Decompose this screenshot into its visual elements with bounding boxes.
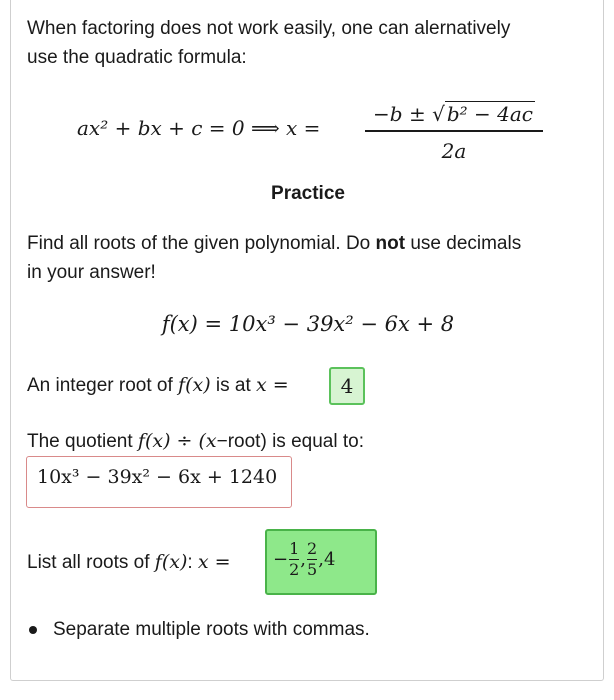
formula-numerator xyxy=(365,100,543,128)
quotient-root-text: −root) xyxy=(216,431,267,452)
numerator-prefix: −b ± √ xyxy=(373,102,445,126)
all-roots-answer-box[interactable] xyxy=(265,529,377,595)
quotient-label xyxy=(27,427,587,456)
intro-text xyxy=(27,14,587,72)
root-fraction-2-den: 5 xyxy=(307,560,318,580)
quotient-text-2: is equal to: xyxy=(266,431,364,452)
instruction-part-1: Find all roots of the given polynomial. Do xyxy=(27,233,376,254)
integer-root-label xyxy=(27,371,587,400)
all-roots-var: x xyxy=(197,551,209,573)
formula-fraction xyxy=(365,100,543,164)
root-fraction-2 xyxy=(307,540,317,579)
all-roots-equals: = xyxy=(214,551,231,573)
quadratic-formula xyxy=(77,100,557,163)
practice-heading: Practice xyxy=(271,183,345,204)
instruction-line-1 xyxy=(27,229,587,258)
formula-denominator: 2a xyxy=(441,138,467,163)
quotient-math: f(x) ÷ (x xyxy=(137,430,217,452)
all-roots-text: List all roots of xyxy=(27,552,155,573)
instruction-part-2: use decimals xyxy=(405,233,522,254)
instruction-bold-not: not xyxy=(375,233,406,254)
integer-root-equals: = xyxy=(272,374,289,396)
root-fraction-1-den: 2 xyxy=(289,560,300,580)
note-text: Separate multiple roots with commas. xyxy=(53,619,370,640)
integer-root-var: x xyxy=(256,374,267,396)
formula-lhs: ax² + bx + c = 0 ⟹ x = xyxy=(77,116,321,140)
root-fraction-1 xyxy=(289,540,299,579)
all-roots-colon: : xyxy=(187,552,198,573)
separate-roots-note xyxy=(53,619,370,641)
intro-line-2: use the quadratic formula: xyxy=(27,47,247,68)
quotient-text: The quotient xyxy=(27,431,138,452)
instruction-text xyxy=(27,229,587,287)
root-integer: 4 xyxy=(323,549,336,571)
numerator-radicand: b² − 4ac xyxy=(446,102,533,126)
all-roots-fx: f(x) xyxy=(154,551,188,573)
integer-root-text-2: is at xyxy=(210,375,257,396)
intro-line-1: When factoring does not work easily, one can alernatively xyxy=(27,18,511,39)
integer-root-fx: f(x) xyxy=(178,374,211,396)
roots-answer-content xyxy=(273,540,335,579)
root-fraction-2-num: 2 xyxy=(307,539,318,558)
integer-root-answer-box[interactable]: 4 xyxy=(329,367,365,405)
question-card xyxy=(10,0,604,681)
integer-root-text: An integer root of xyxy=(27,375,179,396)
roots-comma-1: , xyxy=(300,549,307,571)
instruction-line-2: in your answer! xyxy=(27,262,156,283)
polynomial-expression: f(x) = 10x³ − 39x² − 6x + 8 xyxy=(161,312,455,336)
quotient-answer-box[interactable]: 10x³ − 39x² − 6x + 1240 xyxy=(26,456,292,508)
fraction-bar xyxy=(365,130,543,132)
roots-comma-2: , xyxy=(318,549,324,571)
bullet-icon xyxy=(29,626,37,634)
root-fraction-1-num: 1 xyxy=(289,539,300,558)
roots-minus-sign: − xyxy=(273,549,289,571)
